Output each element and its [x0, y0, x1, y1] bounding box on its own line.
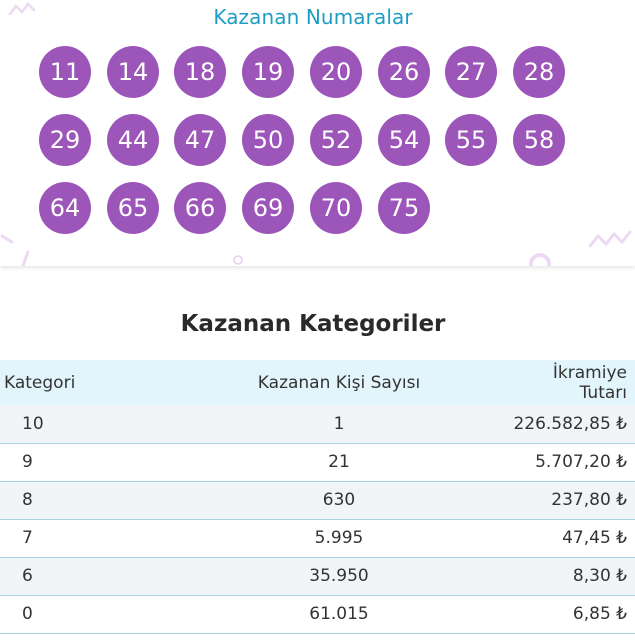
- number-ball: 58: [513, 114, 565, 166]
- cell-prize: 8,30 ₺: [572, 566, 627, 586]
- cell-prize: 6,85 ₺: [572, 604, 627, 624]
- header-winners: Kazanan Kişi Sayısı: [257, 372, 421, 393]
- number-ball: 64: [39, 182, 91, 234]
- cell-prize: 5.707,20 ₺: [535, 452, 627, 472]
- table-row: [0, 557, 635, 595]
- cell-winners: 630: [322, 490, 356, 510]
- number-ball: 27: [445, 46, 497, 98]
- number-ball: 29: [39, 114, 91, 166]
- number-ball: 18: [174, 46, 226, 98]
- prize-table: [0, 360, 635, 634]
- cell-category: 0: [22, 604, 33, 624]
- decorative-small-circle-icon: [232, 254, 244, 266]
- table-row: [0, 519, 635, 557]
- cell-category: 7: [22, 528, 33, 548]
- number-ball: 52: [310, 114, 362, 166]
- cell-winners: 5.995: [314, 528, 364, 548]
- header-prize: İkramiye Tutarı: [552, 362, 627, 403]
- cell-category: 9: [22, 452, 33, 472]
- table-row: [0, 595, 635, 633]
- cell-winners: 35.950: [309, 566, 369, 586]
- decorative-zigzag-icon: [588, 228, 635, 252]
- cell-category: 6: [22, 566, 33, 586]
- number-ball: 47: [174, 114, 226, 166]
- number-ball: 54: [378, 114, 430, 166]
- decorative-dash-icon: [0, 222, 30, 266]
- number-ball: 50: [242, 114, 294, 166]
- table-row: [0, 443, 635, 481]
- header-category: Kategori: [4, 372, 76, 393]
- table-row: [0, 405, 635, 443]
- number-ball: 75: [378, 182, 430, 234]
- cell-prize: 226.582,85 ₺: [513, 413, 627, 434]
- number-ball: 26: [378, 46, 430, 98]
- cell-prize: 47,45 ₺: [562, 528, 627, 548]
- number-ball: 55: [445, 114, 497, 166]
- cell-category: 8: [22, 490, 33, 510]
- number-ball: 14: [107, 46, 159, 98]
- number-ball: 19: [242, 46, 294, 98]
- cell-winners: 1: [333, 413, 345, 434]
- number-ball: 66: [174, 182, 226, 234]
- number-ball: 28: [513, 46, 565, 98]
- cell-winners: 21: [328, 452, 350, 472]
- cell-category: 10: [22, 413, 44, 434]
- number-ball: 69: [242, 182, 294, 234]
- winning-numbers-title: Kazanan Numaralar: [213, 5, 413, 29]
- cell-winners: 61.015: [309, 604, 369, 624]
- decorative-ring-icon: [526, 250, 554, 266]
- number-ball: 65: [107, 182, 159, 234]
- table-header-row: [0, 360, 635, 405]
- number-ball: 44: [107, 114, 159, 166]
- winning-categories-title: Kazanan Kategoriler: [180, 311, 446, 337]
- number-ball: 11: [39, 46, 91, 98]
- table-row: [0, 481, 635, 519]
- number-ball: 70: [310, 182, 362, 234]
- number-ball: 20: [310, 46, 362, 98]
- winning-numbers-card: [0, 0, 635, 266]
- cell-prize: 237,80 ₺: [551, 490, 627, 510]
